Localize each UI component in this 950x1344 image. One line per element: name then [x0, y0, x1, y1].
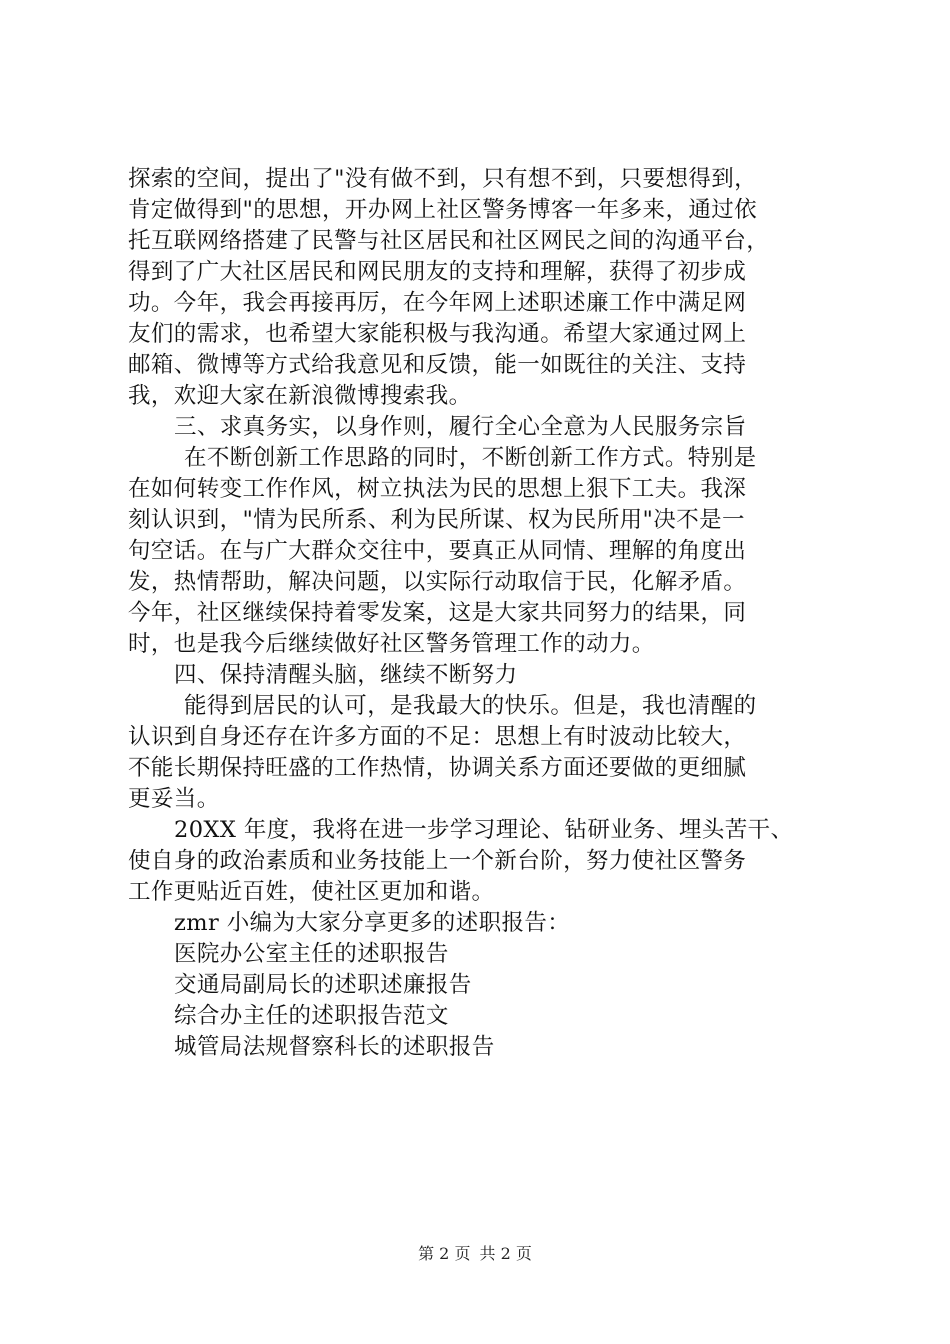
related-link[interactable]: 交通局副局长的述职述廉报告	[174, 972, 472, 998]
text-line: 时，也是我今后继续做好社区警务管理工作的动力。	[128, 631, 655, 657]
text-line: 邮箱、微博等方式给我意见和反馈，能一如既往的关注、支持	[128, 352, 747, 378]
page-total: 共 2 页	[479, 1244, 532, 1263]
text-line: 刻认识到，"情为民所系、利为民所谋、权为民所用"决不是一	[128, 507, 745, 533]
document-body	[128, 164, 828, 1063]
text-line: 认识到自身还存在许多方面的不足：思想上有时波动比较大，	[128, 724, 747, 750]
text-line: zmr 小编为大家分享更多的述职报告：	[174, 910, 571, 936]
page-number: 第 2 页	[418, 1244, 471, 1263]
text-line: 使自身的政治素质和业务技能上一个新台阶，努力使社区警务	[128, 848, 747, 874]
text-line: 工作更贴近百姓，使社区更加和谐。	[128, 879, 495, 905]
text-line: 探索的空间，提出了"没有做不到，只有想不到，只要想得到，	[128, 166, 758, 192]
text-line: 我，欢迎大家在新浪微博搜索我。	[128, 383, 472, 409]
text-line: 不能长期保持旺盛的工作热情，协调关系方面还要做的更细腻	[128, 755, 747, 781]
section-heading: 四、保持清醒头脑，继续不断努力	[174, 662, 518, 688]
text-line: 友们的需求，也希望大家能积极与我沟通。希望大家通过网上	[128, 321, 747, 347]
text-line: 今年，社区继续保持着零发案，这是大家共同努力的结果，同	[128, 600, 747, 626]
text-line: 得到了广大社区居民和网民朋友的支持和理解，获得了初步成	[128, 259, 747, 285]
section-heading: 三、求真务实，以身作则，履行全心全意为人民服务宗旨	[174, 414, 747, 440]
text-line: 发，热情帮助，解决问题，以实际行动取信于民，化解矛盾。	[128, 569, 747, 595]
text-line: 能得到居民的认可，是我最大的快乐。但是，我也清醒的	[184, 693, 757, 719]
text-line: 肯定做得到"的思想，开办网上社区警务博客一年多来，通过依	[128, 197, 758, 223]
text-line: 更妥当。	[128, 786, 220, 812]
related-link[interactable]: 医院办公室主任的述职报告	[174, 941, 449, 967]
text-line: 托互联网络搭建了民警与社区居民和社区网民之间的沟通平台，	[128, 228, 770, 254]
text-line: 在不断创新工作思路的同时，不断创新工作方式。特别是	[184, 445, 757, 471]
text-line: 在如何转变工作作风，树立执法为民的思想上狠下工夫。我深	[128, 476, 747, 502]
text-line: 句空话。在与广大群众交往中，要真正从同情、理解的角度出	[128, 538, 747, 564]
page-footer	[0, 1244, 950, 1264]
text-line: 20XX 年度，我将在进一步学习理论、钻研业务、埋头苦干、	[174, 817, 794, 843]
related-link[interactable]: 综合办主任的述职报告范文	[174, 1003, 449, 1029]
related-link[interactable]: 城管局法规督察科长的述职报告	[174, 1034, 495, 1060]
text-line: 功。今年，我会再接再厉，在今年网上述职述廉工作中满足网	[128, 290, 747, 316]
